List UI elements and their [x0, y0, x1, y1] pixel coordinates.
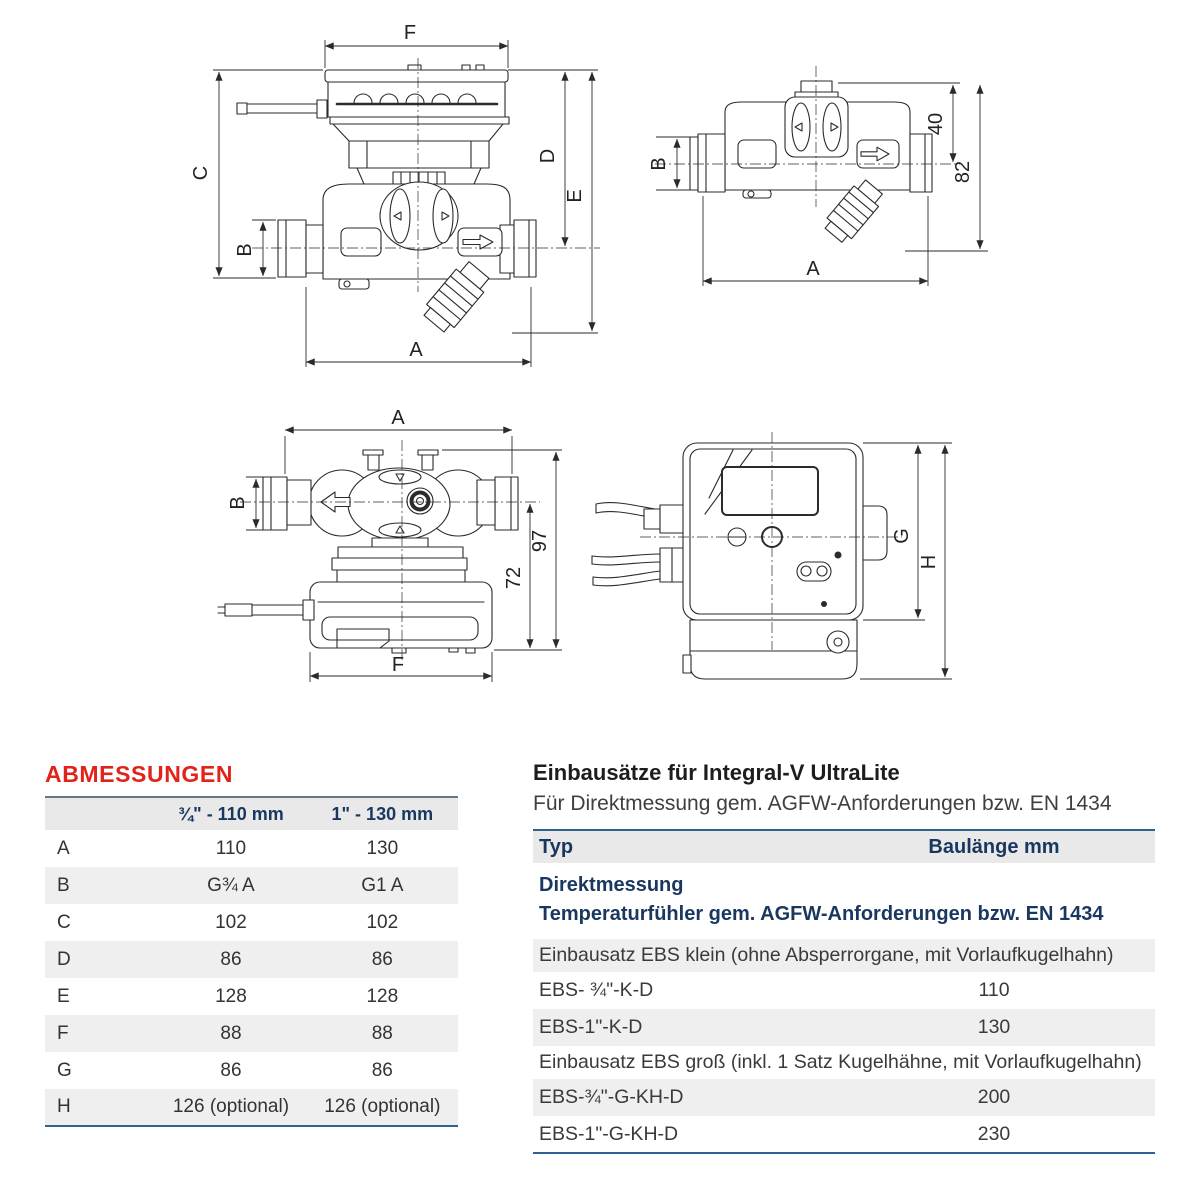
drawing-calculator-view: [592, 432, 952, 679]
dim-label-F: F: [403, 22, 417, 44]
table-row: A 110 130: [57, 837, 399, 859]
dim-label-C: C: [190, 165, 212, 181]
dim-label-40: 40: [925, 112, 947, 136]
dimensions-col-34inch: ¾" - 110 mm: [178, 803, 284, 824]
dim-label-H: H: [918, 554, 940, 570]
table-row: F 88 88: [45, 1015, 458, 1052]
table-row: B G¾ A G1 A: [45, 867, 458, 904]
kits-section-line2: Temperaturfühler gem. AGFW-Anforderungen bzw. EN 1434: [539, 903, 1104, 925]
list-item: EBS-¾"-G-KH-D 200: [533, 1079, 1155, 1116]
dim-label-F-top: F: [391, 654, 405, 676]
dim-label-A-front: A: [409, 339, 423, 361]
install-kits-table: [533, 829, 1155, 1154]
dimensions-table-section: [45, 761, 458, 1127]
dim-label-72: 72: [503, 566, 525, 590]
dim-label-G: G: [891, 528, 913, 544]
drawing-top-view: [218, 407, 562, 682]
list-item: EBS-1"-G-KH-D 230: [539, 1122, 1011, 1145]
table-row: C 102 102: [57, 911, 399, 933]
kits-subtitle: Für Direktmessung gem. AGFW-Anforderungen bzw. EN 1434: [533, 792, 1112, 815]
kits-col-baulaenge: Baulänge mm: [928, 835, 1060, 858]
dim-label-B-top: B: [227, 496, 249, 510]
dim-label-B-side: B: [648, 157, 670, 171]
kits-group-row: Einbausatz EBS groß (inkl. 1 Satz Kugelhähne, mit Vorlaufkugelhahn): [539, 1051, 1142, 1073]
dimensions-col-1inch: 1" - 130 mm: [331, 803, 434, 824]
install-kits-section: [533, 760, 1155, 1154]
table-row: G 86 86: [57, 1059, 393, 1081]
kits-section-row: [533, 863, 1155, 939]
dim-label-97: 97: [529, 529, 551, 553]
kits-col-typ: Typ: [539, 835, 574, 858]
dimensions-col-empty: [45, 797, 155, 830]
dim-label-D: D: [537, 148, 559, 164]
list-item: EBS- ¾"-K-D 110: [539, 979, 1010, 1001]
kits-section-line1: Direktmessung: [539, 874, 684, 896]
drawing-front-view: [190, 22, 600, 367]
kits-group-row: Einbausatz EBS klein (ohne Absperrorgane, mit Vorlaufkugelhahn): [533, 939, 1155, 972]
drawing-side-view: [648, 66, 988, 286]
table-row: D 86 86: [45, 941, 458, 978]
dim-label-82: 82: [952, 160, 974, 184]
dim-label-B-front: B: [234, 243, 256, 257]
dim-label-A-top: A: [391, 407, 405, 429]
dim-label-A-side: A: [806, 258, 820, 280]
table-row: H 126 (optional) 126 (optional): [45, 1089, 458, 1126]
table-row: E 128 128: [57, 985, 399, 1007]
dim-label-E: E: [564, 189, 586, 203]
kits-title: Einbausätze für Integral-V UltraLite: [533, 760, 900, 785]
dimensions-header-row: [45, 797, 458, 830]
dimensions-title: ABMESSUNGEN: [45, 761, 234, 787]
dimensions-table: [45, 796, 458, 1127]
list-item: EBS-1"-K-D 130: [533, 1009, 1155, 1046]
kits-header-row: [533, 830, 1155, 863]
